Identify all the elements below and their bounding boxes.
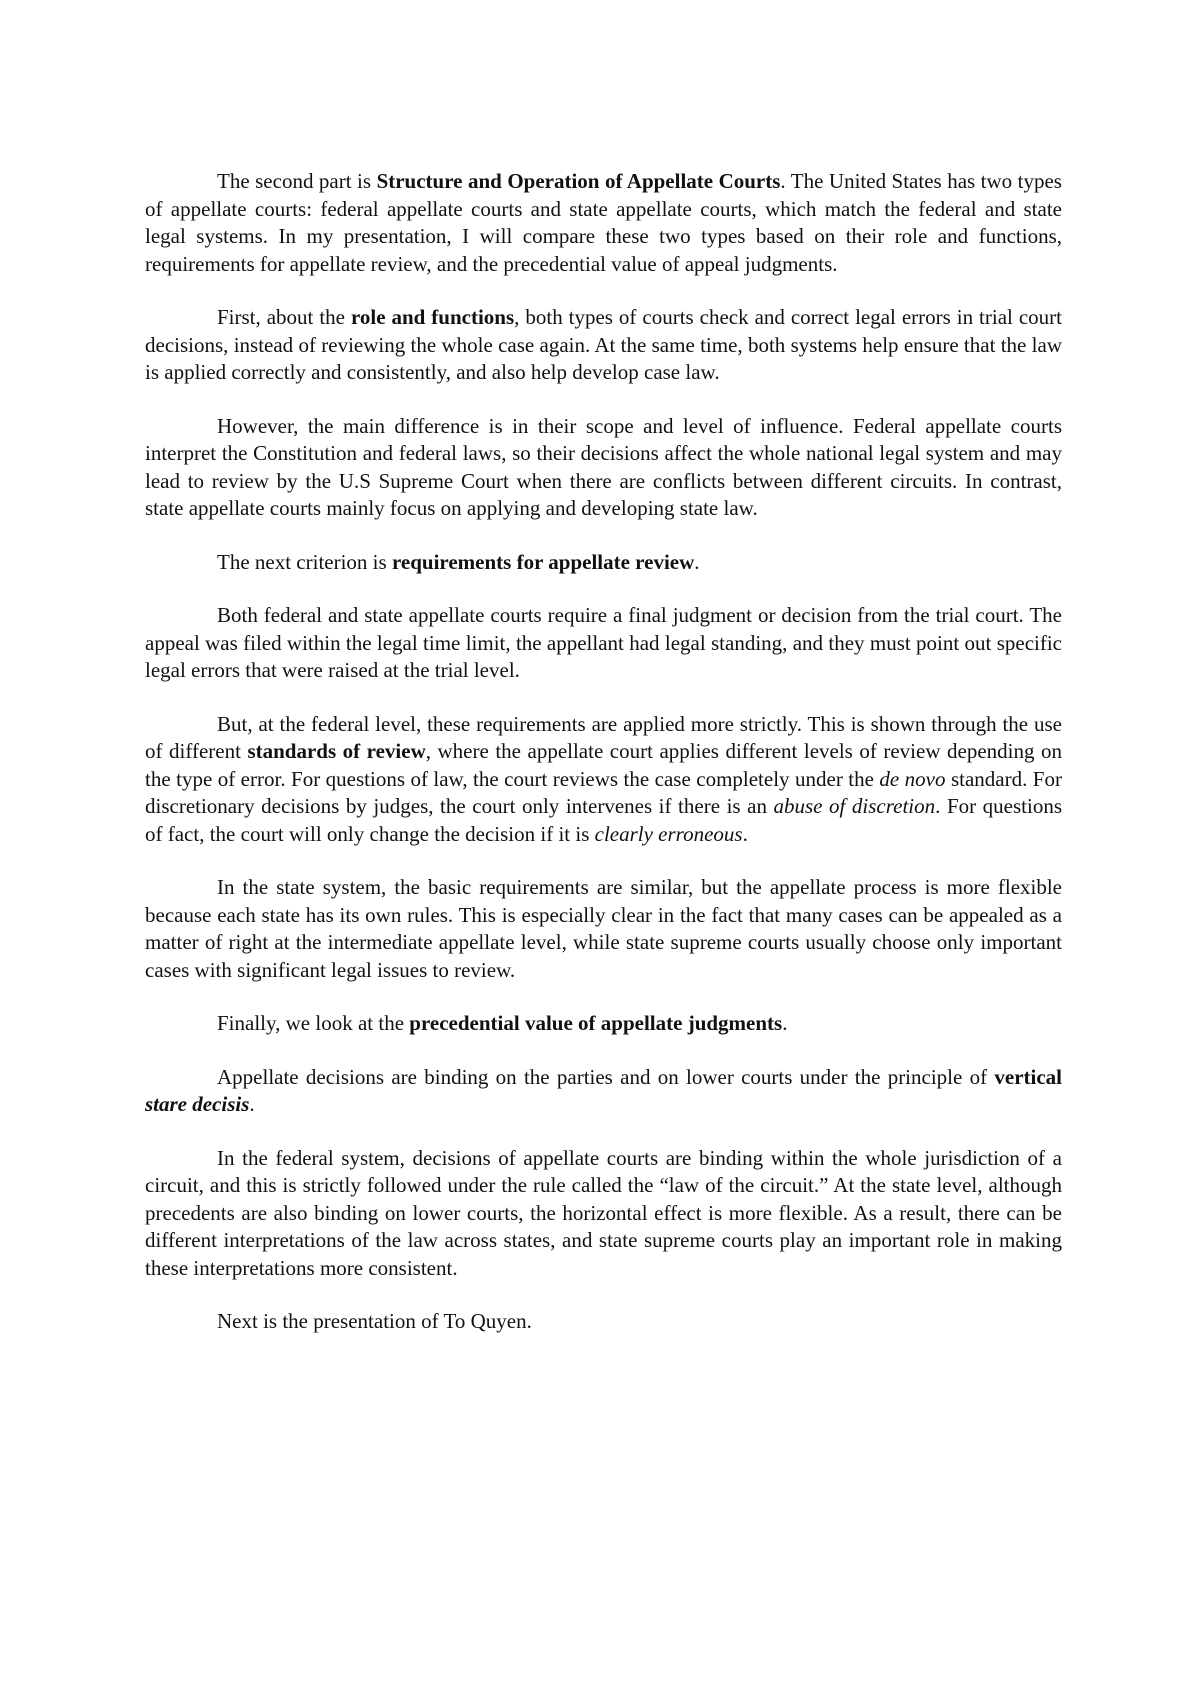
paragraph-closing: Next is the presentation of To Quyen. bbox=[217, 1309, 532, 1333]
italic-term: stare decisis bbox=[145, 1092, 250, 1116]
text-run: Appellate decisions are binding on the parties and on lower courts under the principle of bbox=[217, 1064, 995, 1089]
text-run: But, at the federal level, these requirements are applied more strictly. This is shown through the use of different bbox=[145, 711, 1062, 763]
paragraph-finally bbox=[145, 1010, 1062, 1038]
bold-term: role and functions bbox=[350, 305, 515, 329]
italic-term: clearly erroneous bbox=[594, 821, 743, 846]
paragraph-federal-system: In the federal system, decisions of appellate courts are binding within the whole jurisdiction of a circuit, and this is strictly followed under the rule called the “law of the circuit.” At the state level, although precedents are also binding on lower courts, the horizontal effect is more flexible. As a result, there can be different interpretations of the law across states, and state supreme courts play an important role in making these interpretations more consistent. bbox=[145, 1145, 1062, 1280]
text-run: . bbox=[694, 549, 700, 574]
text-run: . bbox=[742, 821, 748, 846]
text-run: , where the appellate court applies different levels of review depending on the type of error. For questions of law, the court reviews the case completely under the bbox=[145, 739, 1063, 791]
text-run: The second part is bbox=[217, 169, 377, 193]
text-run: . For questions of fact, the court will only change the decision if it is bbox=[145, 794, 1062, 846]
bold-term: standards of review bbox=[247, 739, 426, 763]
paragraph-binding-decisions bbox=[145, 1064, 1062, 1119]
paragraph-difference: However, the main difference is in their scope and level of influence. Federal appellate courts interpret the Constitution and federal laws, so their decisions affect the whole national legal system and may lead to review by the U.S Supreme Court when there are conflicts between different circuits. In contrast, state appellate courts mainly focus on applying and developing state law. bbox=[145, 413, 1062, 520]
text-run: . bbox=[249, 1092, 255, 1116]
italic-term: de novo bbox=[879, 766, 946, 791]
text-run: . bbox=[782, 1011, 788, 1035]
bold-term: requirements for appellate review bbox=[391, 549, 695, 574]
bold-italic-term bbox=[145, 1092, 249, 1116]
paragraph-intro bbox=[145, 168, 1062, 278]
document-body bbox=[145, 168, 1062, 1336]
text-run: Finally, we look at the bbox=[217, 1011, 410, 1035]
paragraph-requirements: Both federal and state appellate courts require a final judgment or decision from the trial court. The appeal was filed within the legal time limit, the appellant had legal standing, and they must point out specific legal errors that were raised at the trial level. bbox=[145, 603, 1062, 682]
paragraph-role-functions bbox=[145, 304, 1062, 387]
paragraph-next-criterion bbox=[145, 549, 1062, 577]
text-run: First, about the bbox=[217, 305, 351, 329]
text-run: . The United States has two types of appellate courts: federal appellate courts and state appellate courts, which match the federal and state legal systems. In my presentation, I will compare these two types based on their role and functions, requirements for appellate review, and the precedential value of appeal judgments. bbox=[145, 169, 1062, 276]
italic-term: abuse of discretion bbox=[773, 794, 936, 818]
bold-term: Structure and Operation of Appellate Courts bbox=[376, 169, 781, 193]
bold-term: vertical bbox=[994, 1064, 1062, 1089]
text-run: The next criterion is bbox=[217, 549, 392, 574]
text-run: , both types of courts check and correct legal errors in trial court decisions, instead of reviewing the whole case again. At the same time, both systems help ensure that the law is applied correctly and consistently, and also help develop case law. bbox=[145, 305, 1062, 384]
paragraph-standards-of-review bbox=[145, 711, 1062, 849]
paragraph-state-system: In the state system, the basic requirements are similar, but the appellate process is more flexible because each state has its own rules. This is especially clear in the fact that many cases can be appealed as a matter of right at the intermediate appellate level, while state supreme courts usually choose only important cases with significant legal issues to review. bbox=[145, 875, 1062, 982]
bold-term: precedential value of appellate judgments bbox=[409, 1011, 783, 1035]
text-run: standard. For discretionary decisions by judges, the court only intervenes if there is an bbox=[145, 766, 1062, 818]
